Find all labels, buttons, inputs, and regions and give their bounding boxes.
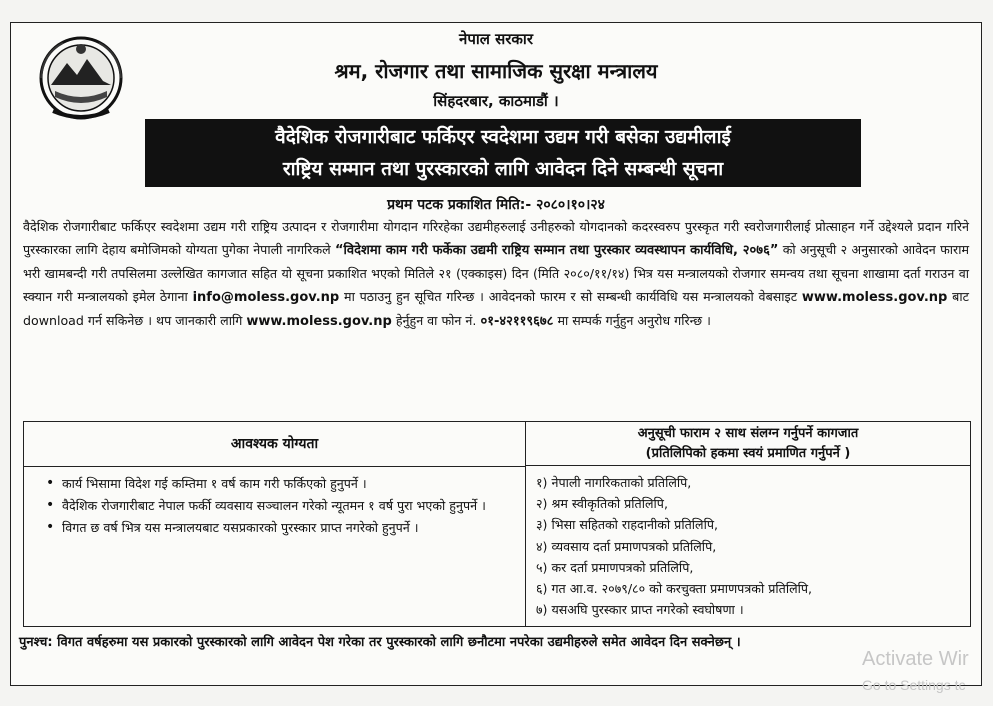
list-item: २) श्रम स्वीकृतिको प्रतिलिपि, — [536, 496, 668, 512]
email-link[interactable]: info@moless.gov.np — [192, 290, 340, 305]
notice-title-line-2: राष्ट्रिय सम्मान तथा पुरस्कारको लागि आवेदन दिने सम्बन्धी सूचना — [282, 158, 724, 180]
list-item: ४) व्यवसाय दर्ता प्रमाणपत्रको प्रतिलिपि, — [536, 538, 717, 554]
body-part-1: वैदेशिक रोजगारीबाट फर्किएर स्वदेशमा उद्यम गरी राष्ट्रिय उत्पादन र रोजगारीमा योगदान गरिरहेका उद्यमीहरुलाई उनीहरुको योगदानको कदरस्वरुप पुरस्कृत गरी स्वरोजगारीलाई प्रोत्साहन गर्ने उद्देश्यले प्रदान गरिने पुरस्कारका लागि देहाय बमोजिमको योग्यता पुगेका नेपाली नागरिकले — [23, 219, 969, 257]
requirements-column — [24, 422, 526, 626]
postscript-note: पुनश्च: विगत वर्षहरुमा यस प्रकारको पुरस्कारको लागि आवेदन पेश गरेका तर पुरस्कारको लागि छनौटमा नपरेका उद्यमीहरुले समेत आवेदन दिन सक्नेछन् । — [19, 635, 741, 650]
phone-number: ०१-४२११९६७८ — [480, 314, 554, 329]
list-item: १) नेपाली नागरिकताको प्रतिलिपि, — [536, 475, 692, 490]
ministry-heading: श्रम, रोजगार तथा सामाजिक सुरक्षा मन्त्रालय — [334, 59, 658, 83]
list-item: • विगत छ वर्ष भित्र यस मन्त्रालयबाट यसप्रकारको पुरस्कार प्राप्त नगरेको हुनुपर्ने । — [46, 517, 515, 538]
activation-watermark — [862, 648, 969, 693]
requirements-table — [23, 421, 971, 627]
documents-header-line-1: अनुसूची फाराम २ साथ संलग्न गर्नुपर्ने कागजात — [637, 426, 859, 441]
notice-body — [23, 215, 969, 333]
list-item: ६) गत आ.व. २०७९/८० को करचुक्ता प्रमाणपत्रको प्रतिलिपि, — [536, 581, 813, 597]
documents-list — [526, 472, 970, 620]
body-part-3: मा पठाउनु हुन सूचित गरिन्छ । आवेदनको फारम र सो सम्बन्धी कार्यविधि यस मन्त्रालयको वेबसाइट — [344, 289, 798, 304]
government-heading: नेपाल सरकार — [459, 30, 533, 48]
documents-header — [526, 422, 970, 466]
procedure-name: “विदेशमा काम गरी फर्केका उद्यमी राष्ट्रिय सम्मान तथा पुरस्कार व्यवस्थापन कार्यविधि, २०७६” — [334, 243, 779, 258]
list-item: ३) भिसा सहितको राहदानीको प्रतिलिपि, — [536, 517, 718, 533]
notice-title-banner — [145, 119, 861, 187]
notice-title-line-1: वैदेशिक रोजगारीबाट फर्किएर स्वदेशमा उद्यम गरी बसेका उद्यमीलाई — [275, 126, 731, 148]
body-part-4: बाट download गर्न सकिनेछ । थप जानकारी लागि — [23, 289, 969, 328]
requirements-header: आवश्यक योग्यता — [24, 422, 525, 467]
documents-column — [526, 422, 970, 626]
list-item: ७) यसअघि पुरस्कार प्राप्त नगरेको स्वघोषणा । — [536, 602, 744, 618]
watermark-line-1: Activate Wir — [862, 648, 969, 670]
list-item: • वैदेशिक रोजगारीबाट नेपाल फर्की व्यवसाय सञ्चालन गरेको न्यूतमन १ वर्ष पुरा भएको हुनुपर्ने । — [46, 495, 515, 516]
requirements-list — [24, 473, 525, 538]
body-part-5: हेर्नुहुन वा फोन नं. — [395, 313, 477, 328]
body-part-6: मा सम्पर्क गर्नुहुन अनुरोध गरिन्छ । — [557, 313, 711, 328]
website-link-2[interactable]: www.moless.gov.np — [246, 314, 392, 329]
body-part-2: को अनुसूची २ अनुसारको आवेदन फाराम भरी खामबन्दी गरी तपसिलमा उल्लेखित कागजात सहित यो सूचना प्रकाशित भएको मितिले २१ (एक्काइस) दिन (मिति २०८०/११/१४) भित्र यस मन्त्रालयको रोजगार समन्वय तथा सूचना शाखामा दर्ता गराउन वा स्क्यान गरी मन्त्रालयको इमेल ठेगाना — [23, 242, 969, 304]
website-link[interactable]: www.moless.gov.np — [801, 290, 948, 305]
publication-date: प्रथम पटक प्रकाशित मिति:- २०८०।१०।२४ — [387, 197, 605, 213]
documents-header-line-2: (प्रतिलिपिको हकमा स्वयं प्रमाणित गर्नुपर्ने ) — [645, 446, 851, 461]
location-heading: सिंहदरबार, काठमाडौं । — [433, 92, 559, 110]
list-item: ५) कर दर्ता प्रमाणपत्रको प्रतिलिपि, — [536, 559, 694, 575]
list-item: • कार्य भिसामा विदेश गई कम्तिमा १ वर्ष काम गरी फर्किएको हुनुपर्ने । — [46, 473, 515, 494]
watermark-line-2: Go to Settings tc — [862, 677, 966, 693]
notice-page — [10, 22, 982, 686]
